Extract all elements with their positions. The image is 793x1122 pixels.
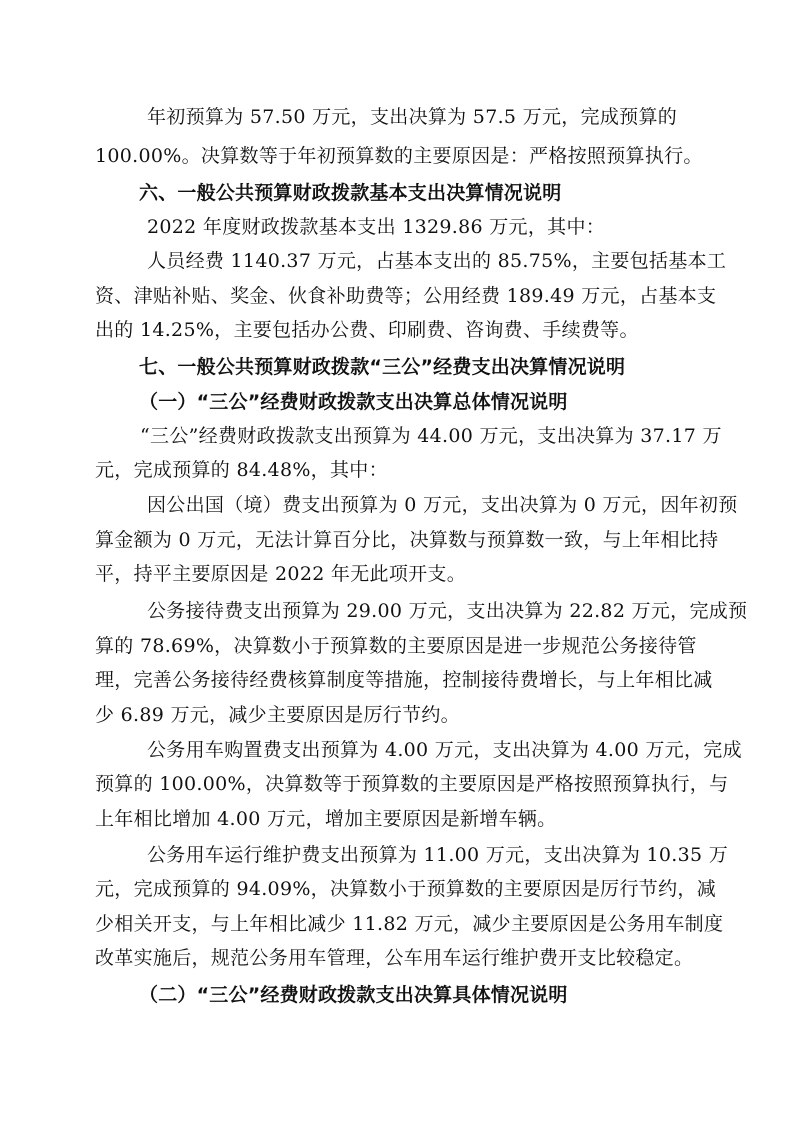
paragraph-line: 人员经费 1140.37 万元，占基本支出的 85.75%，主要包括基本工 xyxy=(147,250,727,272)
subsection-heading-2: （二）“三公”经费财政拨款支出决算具体情况说明 xyxy=(139,984,568,1006)
paragraph-line: 公务接待费支出预算为 29.00 万元，支出决算为 22.82 万元，完成预 xyxy=(147,600,748,622)
paragraph-line: 上年相比增加 4.00 万元，增加主要原因是新增车辆。 xyxy=(95,808,557,830)
paragraph-line: 预算的 100.00%，决算数等于预算数的主要原因是严格按照预算执行，与 xyxy=(95,773,729,795)
paragraph-line: 改革实施后，规范公务用车管理，公车用车运行维护费开支比较稳定。 xyxy=(95,947,694,969)
paragraph-line: 理，完善公务接待经费核算制度等措施，控制接待费增长，与上年相比减 xyxy=(95,669,713,691)
paragraph-line: 公务用车运行维护费支出预算为 11.00 万元，支出决算为 10.35 万 xyxy=(147,844,729,866)
paragraph-line: 平，持平主要原因是 2022 年无此项开支。 xyxy=(95,563,467,585)
paragraph-line: 少相关开支，与上年相比减少 11.82 万元，减少主要原因是公务用车制度 xyxy=(95,913,724,935)
paragraph-line: 2022 年度财政拨款基本支出 1329.86 万元，其中： xyxy=(147,216,606,238)
paragraph-line: 元，完成预算的 84.48%，其中： xyxy=(95,459,388,481)
paragraph-line: 算金额为 0 万元，无法计算百分比，决算数与预算数一致，与上年相比持 xyxy=(95,529,719,551)
paragraph-line: 元，完成预算的 94.09%，决算数小于预算数的主要原因是厉行节约，减 xyxy=(95,878,716,900)
section-heading-7: 七、一般公共预算财政拨款“三公”经费支出决算情况说明 xyxy=(139,356,626,378)
paragraph-line: “三公”经费财政拨款支出预算为 44.00 万元，支出决算为 37.17 万 xyxy=(140,425,722,447)
paragraph-line: 因公出国（境）费支出预算为 0 万元，支出决算为 0 万元，因年初预 xyxy=(147,494,738,516)
paragraph-line: 100.00%。决算数等于年初预算数的主要原因是：严格按照预算执行。 xyxy=(95,145,703,167)
subsection-heading-1: （一）“三公”经费财政拨款支出决算总体情况说明 xyxy=(139,391,568,413)
paragraph-line: 年初预算为 57.50 万元，支出决算为 57.5 万元，完成预算的 xyxy=(147,106,678,128)
section-heading-6: 六、一般公共预算财政拨款基本支出决算情况说明 xyxy=(139,182,562,204)
paragraph-line: 出的 14.25%，主要包括办公费、印刷费、咨询费、手续费等。 xyxy=(95,319,639,341)
paragraph-line: 算的 78.69%，决算数小于预算数的主要原因是进一步规范公务接待管 xyxy=(95,635,697,657)
paragraph-line: 公务用车购置费支出预算为 4.00 万元，支出决算为 4.00 万元，完成 xyxy=(147,739,742,761)
paragraph-line: 资、津贴补贴、奖金、伙食补助费等；公用经费 189.49 万元，占基本支 xyxy=(95,285,717,307)
paragraph-line: 少 6.89 万元，减少主要原因是厉行节约。 xyxy=(95,704,460,726)
